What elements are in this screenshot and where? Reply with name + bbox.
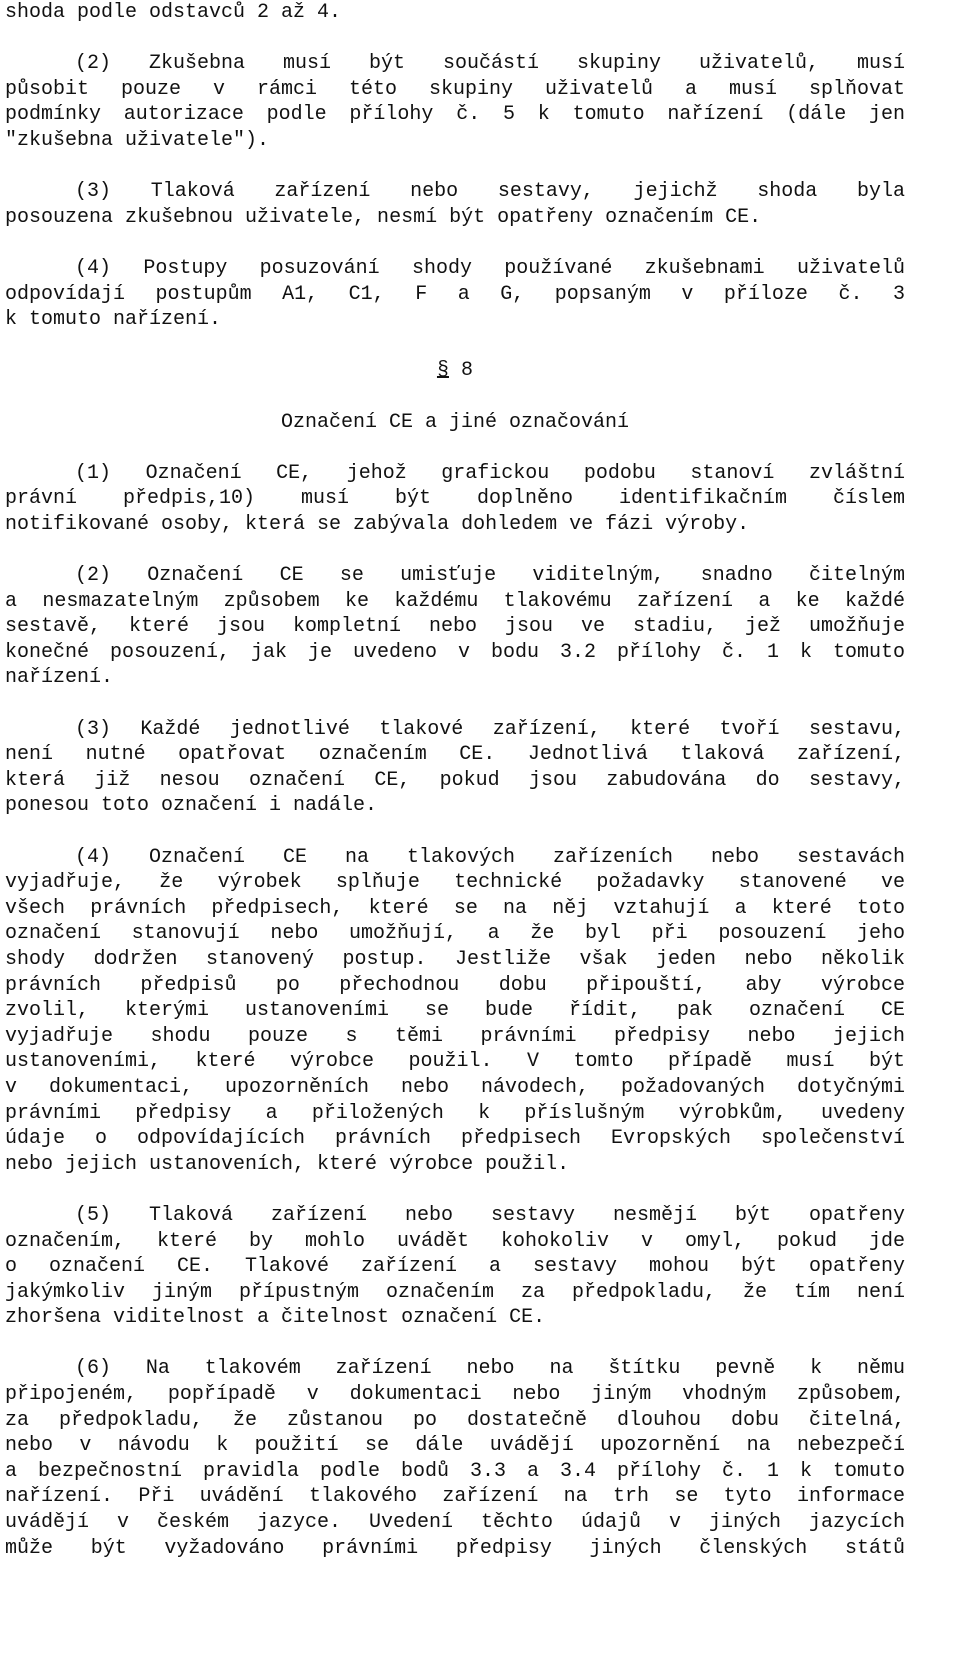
text-line: jakýmkoliv jiným přípustným označením za předpokladu, že tím není xyxy=(5,1280,905,1304)
paragraph-8-6 xyxy=(5,1356,905,1561)
text-line: podmínky autorizace podle přílohy č. 5 k tomuto nařízení (dále jen xyxy=(5,103,905,127)
text-line: právní předpis,10) musí být doplněno identifikačním číslem xyxy=(5,487,905,511)
text-line-indented: (3) Každé jednotlivé tlakové zařízení, které tvoří sestavu, xyxy=(75,717,905,741)
text-line: není nutné opatřovat označením CE. Jednotlivá tlaková zařízení, xyxy=(5,743,905,767)
text-line: posouzena zkušebnou uživatele, nesmí být opatřeny označením CE. xyxy=(5,205,762,229)
paragraph-7-4 xyxy=(5,256,905,333)
text-line: shody dodržen stanovený postup. Jestliže však jeden nebo několik xyxy=(5,947,905,971)
text-line-indented: (5) Tlaková zařízení nebo sestavy nesmějí být opatřeny xyxy=(75,1203,905,1227)
paragraph-8-3 xyxy=(5,717,905,819)
text-line: zhoršena viditelnost a čitelnost označení CE. xyxy=(5,1306,546,1330)
text-line: o označení CE. Tlakové zařízení a sestavy mohou být opatřeny xyxy=(5,1255,905,1279)
text-line: označením, které by mohlo uvádět kohokoliv v omyl, pokud jde xyxy=(5,1229,905,1253)
paragraph-7-3 xyxy=(5,179,905,230)
section-title: Označení CE a jiné označování xyxy=(280,410,630,434)
text-line: ponesou toto označení i nadále. xyxy=(5,794,378,818)
text-line: může být vyžadováno právními předpisy jiných členských států xyxy=(5,1536,905,1560)
text-line: všech právních předpisech, které se na něj vztahují a které toto xyxy=(5,896,905,920)
text-line: v dokumentaci, upozorněních nebo návodech, požadovaných dotyčnými xyxy=(5,1075,905,1099)
text-line-indented: (2) Zkušebna musí být součástí skupiny uživatelů, musí xyxy=(75,52,905,76)
text-line: odpovídají postupům A1, C1, F a G, popsaným v příloze č. 3 xyxy=(5,282,905,306)
text-line: nebo jejich ustanoveních, které výrobce použil. xyxy=(5,1152,570,1176)
text-line: vyjadřuje, že výrobek splňuje technické požadavky stanovené ve xyxy=(5,871,905,895)
paragraph-8-4 xyxy=(5,845,905,1178)
text-line: která již nesou označení CE, pokud jsou zabudována do sestavy, xyxy=(5,768,905,792)
text-line: za předpokladu, že zůstanou po dostatečně dlouhou dobu čitelná, xyxy=(5,1408,905,1432)
text-line: působit pouze v rámci této skupiny uživatelů a musí splňovat xyxy=(5,77,905,101)
paragraph-8-1 xyxy=(5,461,905,538)
paragraph-8-5 xyxy=(5,1203,905,1331)
text-line: nebo v návodu k použití se dále uvádějí upozornění na nebezpečí xyxy=(5,1434,905,1458)
text-line: zvolil, kterými ustanoveními se bude řídit, pak označení CE xyxy=(5,999,905,1023)
paragraph-7-2 xyxy=(5,51,905,153)
text-line: k tomuto nařízení. xyxy=(5,308,222,332)
text-line: právních předpisů po přechodnou dobu připouští, aby výrobce xyxy=(5,973,905,997)
document-page xyxy=(5,0,905,1587)
text-line: vyjadřuje shodu pouze s těmi právními předpisy nebo jejich xyxy=(5,1024,905,1048)
text-line: označení stanovují nebo umožňují, a že byl při posouzení jeho xyxy=(5,922,905,946)
text-line: shoda podle odstavců 2 až 4. xyxy=(5,1,342,24)
text-line-indented: (4) Postupy posuzování shody používané zkušebnami uživatelů xyxy=(75,256,905,280)
text-line: připojeném, popřípadě v dokumentaci nebo jiným vhodným způsobem, xyxy=(5,1383,905,1407)
section-number: 8 xyxy=(461,359,474,383)
text-line: uvádějí v českém jazyce. Uvedení těchto údajů v jiných jazycích xyxy=(5,1511,905,1535)
text-line: a nesmazatelným způsobem ke každému tlakovému zařízení a ke každé xyxy=(5,589,905,613)
paragraph-continuation xyxy=(5,0,905,26)
text-line: a bezpečnostní pravidla podle bodů 3.3 a 3.4 přílohy č. 1 k tomuto xyxy=(5,1459,905,1483)
text-line-indented: (1) Označení CE, jehož grafickou podobu stanoví zvláštní xyxy=(75,461,905,485)
text-line: konečné posouzení, jak je uvedeno v bodu 3.2 přílohy č. 1 k tomuto xyxy=(5,640,905,664)
text-line: sestavě, které jsou kompletní nebo jsou ve stadiu, jež umožňuje xyxy=(5,615,905,639)
text-line-indented: (2) Označení CE se umisťuje viditelným, snadno čitelným xyxy=(75,564,905,588)
text-line: notifikované osoby, která se zabývala dohledem ve fázi výroby. xyxy=(5,512,750,536)
text-line-indented: (4) Označení CE na tlakových zařízeních nebo sestavách xyxy=(75,845,905,869)
text-line: "zkušebna uživatele"). xyxy=(5,128,270,152)
text-line: nařízení. xyxy=(5,666,114,690)
paragraph-8-2 xyxy=(5,563,905,691)
text-line-indented: (6) Na tlakovém zařízení nebo na štítku pevně k němu xyxy=(75,1357,905,1381)
text-line-indented: (3) Tlaková zařízení nebo sestavy, jejichž shoda byla xyxy=(75,180,905,204)
text-line: ustanoveními, které výrobce použil. V tomto případě musí být xyxy=(5,1050,905,1074)
text-line: právními předpisy a přiložených k příslušným výrobkům, uvedeny xyxy=(5,1101,905,1125)
text-line: nařízení. Při uvádění tlakového zařízení na trh se tyto informace xyxy=(5,1485,905,1509)
text-line: údaje o odpovídajících právních předpisech Evropských společenství xyxy=(5,1127,905,1151)
section-sign: § xyxy=(436,359,449,383)
section-heading-number xyxy=(5,358,905,384)
